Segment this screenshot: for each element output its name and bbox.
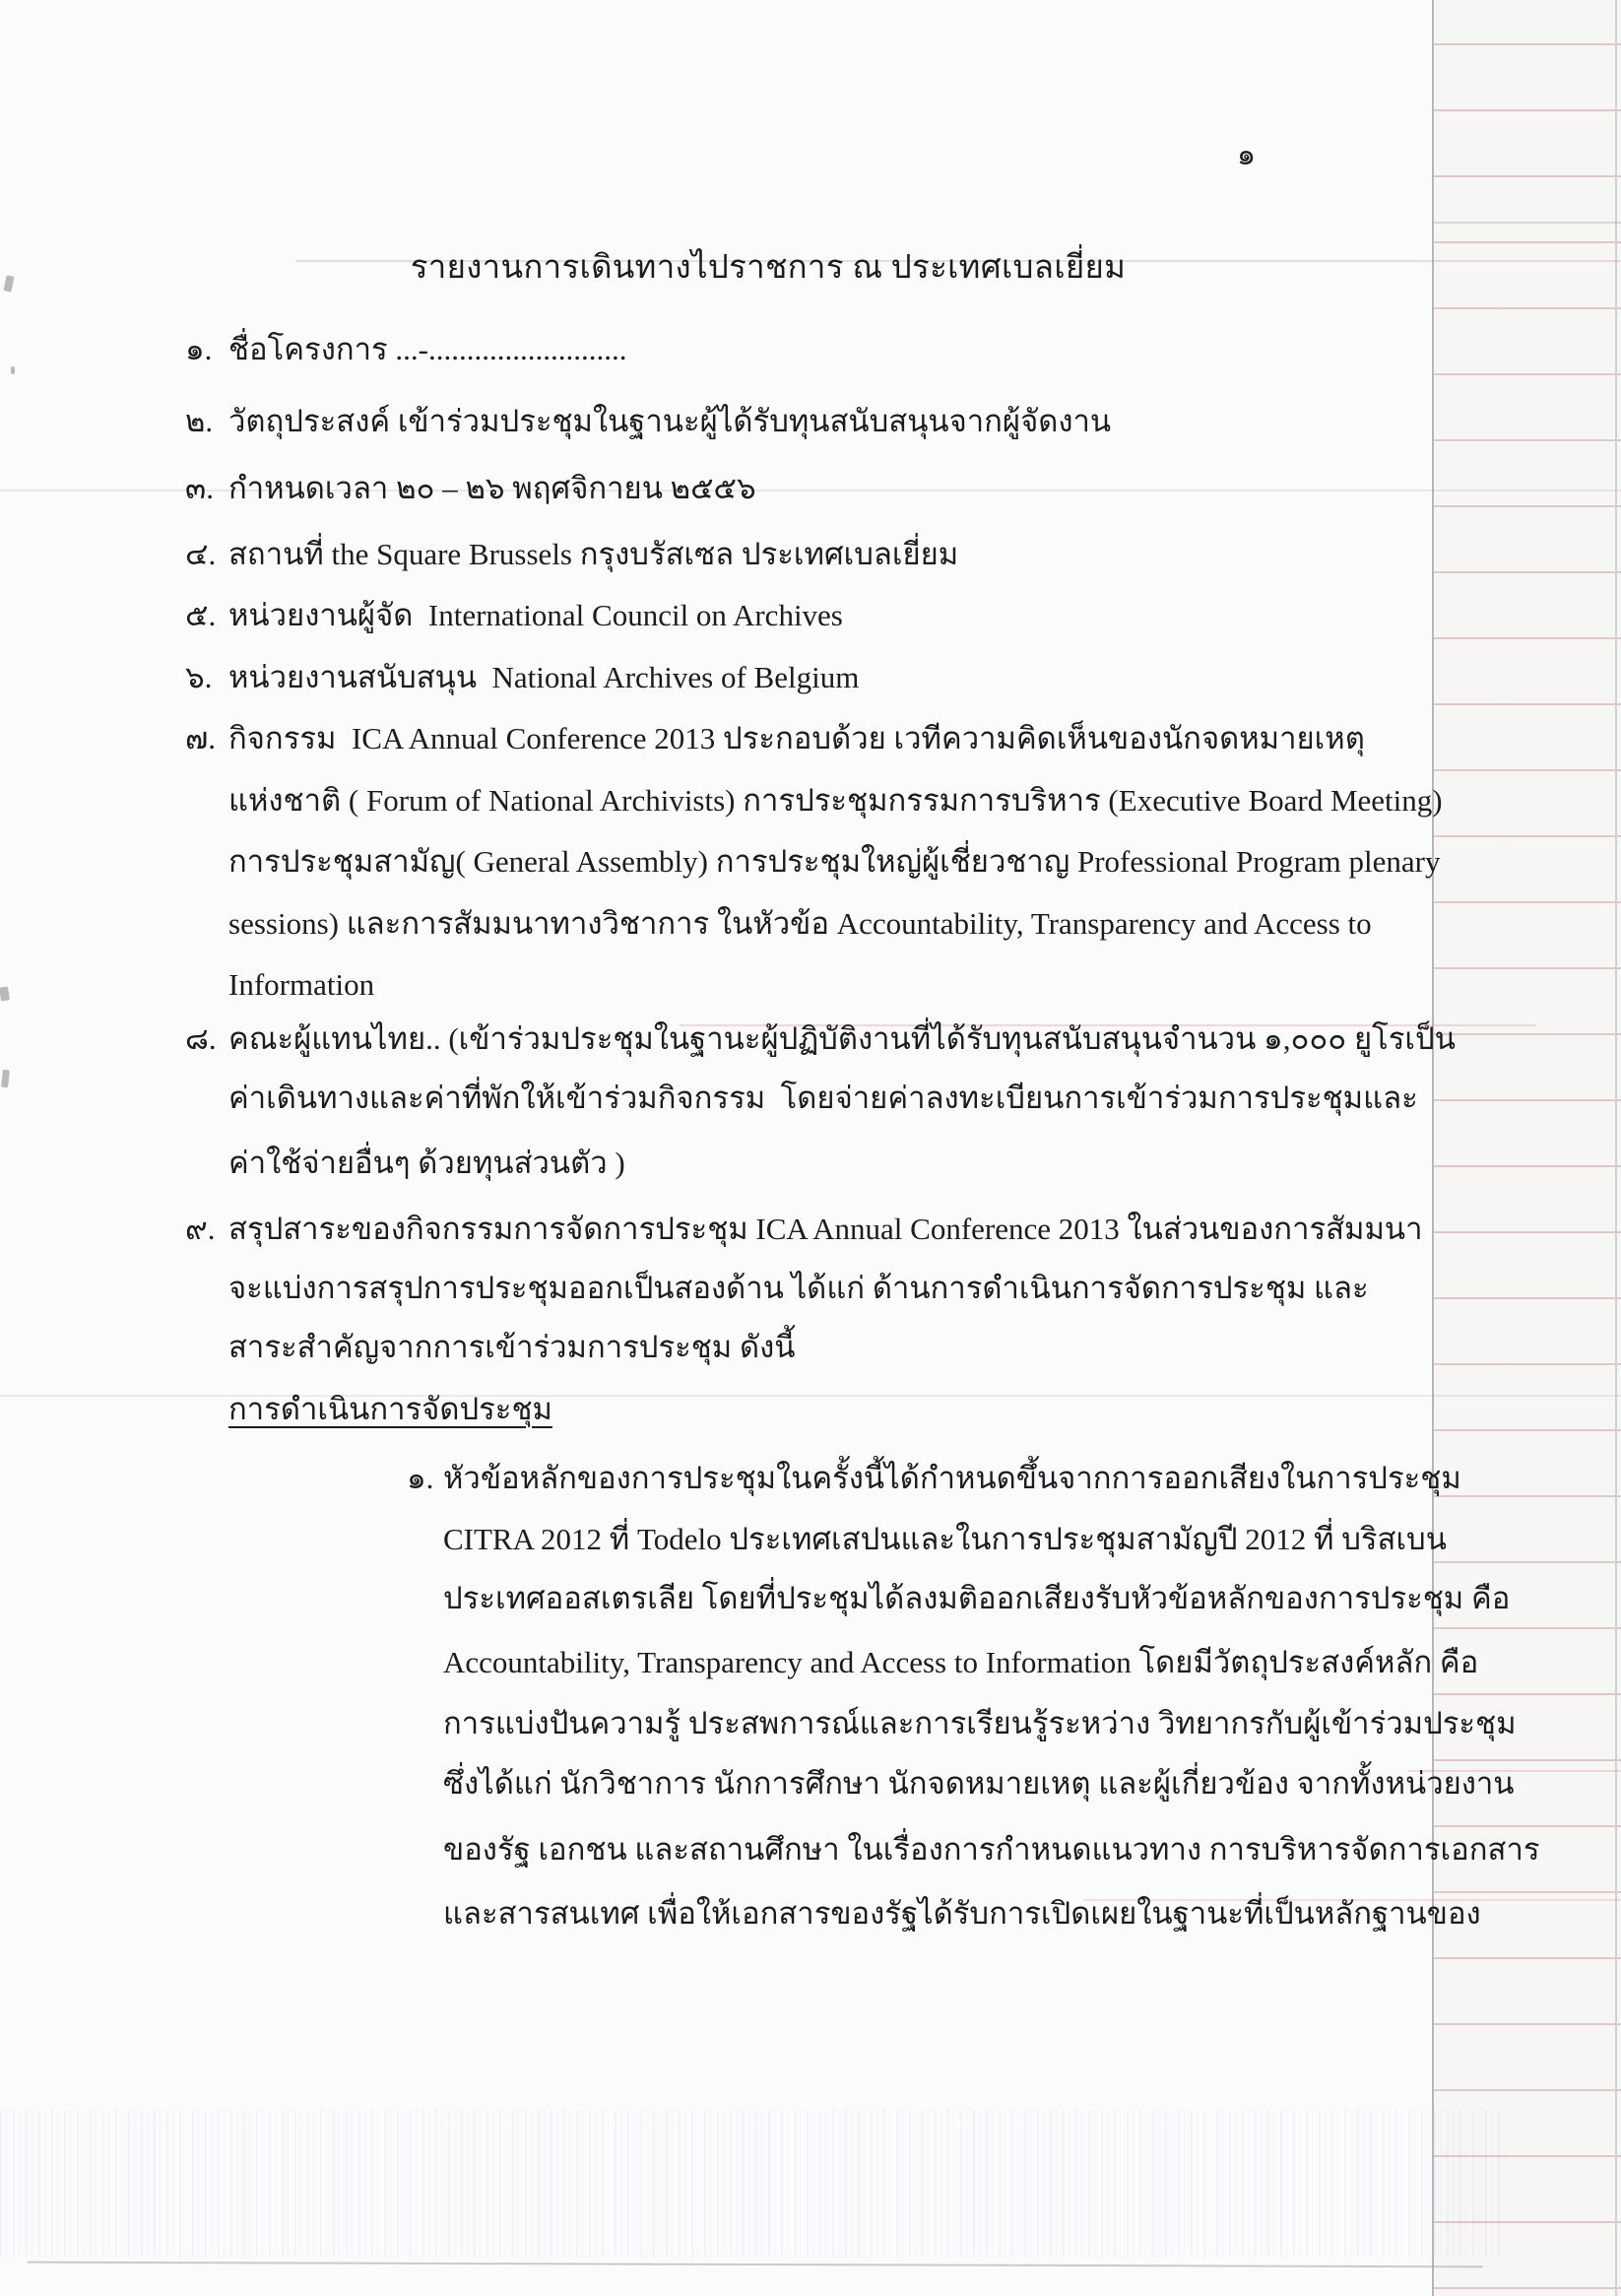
sub-list-item-1-cont (443, 1761, 1515, 1806)
list-item-9-cont (228, 1266, 1369, 1311)
line-text: จะแบ่งการสรุปการประชุมออกเป็นสองด้าน ได้แก่ ด้านการดำเนินการจัดการประชุม และ (228, 1271, 1369, 1305)
line-text: ค่าใช้จ่ายอื่นๆ ด้วยทุนส่วนตัว ) (228, 1146, 625, 1180)
list-number: ๔. (185, 537, 217, 571)
ruled-line-artifact (1434, 222, 1621, 224)
list-item-8 (185, 1017, 1456, 1062)
scanner-noise-band (0, 2110, 1509, 2258)
list-item-7-cont (228, 778, 1443, 823)
line-text: หัวข้อหลักของการประชุมในครั้งนี้ได้กำหนดขึ้นจากการออกเสียงในการประชุม (443, 1461, 1461, 1495)
line-text: การประชุมสามัญ( General Assembly) การประชุมใหญ่ผู้เชี่ยวชาญ Professional Program plenary (228, 844, 1441, 879)
line-text: กิจกรรม ICA Annual Conference 2013 ประกอบด้วย เวทีความคิดเห็นของนักจดหมายเหตุ (228, 721, 1365, 755)
line-text: วัตถุประสงค์ เข้าร่วมประชุมในฐานะผู้ได้รับทุนสนับสนุนจากผู้จัดงาน (228, 404, 1112, 438)
scan-right-margin-strip (1434, 0, 1621, 2296)
list-number: ๑. (407, 1461, 434, 1495)
list-item-7-cont (228, 901, 1372, 947)
line-text: ซึ่งได้แก่ นักวิชาการ นักการศึกษา นักจดหมายเหตุ และผู้เกี่ยวข้อง จากทั้งหน่วยงาน (443, 1766, 1515, 1801)
line-text: Information (228, 967, 375, 1002)
list-number: ๑. (185, 332, 213, 366)
line-text: สถานที่ the Square Brussels กรุงบรัสเซล ประเทศเบลเยี่ยม (228, 537, 959, 571)
line-text: คณะผู้แทนไทย.. (เข้าร่วมประชุมในฐานะผู้ปฏิบัติงานที่ได้รับทุนสนับสนุนจำนวน ๑,๐๐๐ ยูโรเป็น (228, 1021, 1456, 1056)
scan-artifact (3, 275, 14, 292)
list-item-1 (185, 327, 626, 372)
list-item-7-cont (228, 839, 1440, 885)
line-text: สรุปสาระของกิจกรรมการจัดการประชุม ICA Annual Conference 2013 ในส่วนของการสัมมนา (228, 1212, 1423, 1246)
list-item-8-cont (228, 1141, 625, 1186)
line-text: การดำเนินการจัดประชุม (228, 1392, 552, 1426)
line-text: sessions) และการสัมมนาทางวิชาการ ในหัวข้อ Accountability, Transparency and Access to (228, 906, 1372, 941)
section-heading (228, 1387, 552, 1432)
page-bottom-edge-shadow (28, 2262, 1483, 2268)
sub-list-item-1-cont (443, 1517, 1447, 1562)
line-text: Accountability, Transparency and Access to Information โดยมีวัตถุประสงค์หลัก คือ (443, 1645, 1479, 1679)
scan-artifact (0, 986, 10, 1001)
line-text: ประเทศออสเตรเลีย โดยที่ประชุมได้ลงมติออกเสียงรับหัวข้อหลักของการประชุม คือ (443, 1581, 1511, 1615)
list-number: ๒. (185, 404, 214, 438)
list-item-8-cont (228, 1076, 1418, 1121)
sub-list-item-1-cont (443, 1701, 1517, 1746)
line-text: ค่าเดินทางและค่าที่พักให้เข้าร่วมกิจกรรม โดยจ่ายค่าลงทะเบียนการเข้าร่วมการประชุมและ (228, 1081, 1418, 1115)
list-number: ๖. (185, 660, 213, 694)
line-text: กำหนดเวลา ๒๐ – ๒๖ พฤศจิกายน ๒๕๕๖ (228, 471, 756, 505)
list-number: ๓. (185, 471, 214, 505)
list-item-7 (185, 716, 1365, 761)
scan-artifact (11, 366, 15, 374)
line-text: หน่วยงานสนับสนุน National Archives of Belgium (228, 660, 860, 694)
line-text: ของรัฐ เอกชน และสถานศึกษา ในเรื่องการกำหนดแนวทาง การบริหารจัดการเอกสาร (443, 1832, 1540, 1867)
document-title: รายงานการเดินทางไปราชการ ณ ประเทศเบลเยี่ยม (410, 250, 1127, 286)
line-text: หน่วยงานผู้จัด International Council on Archives (228, 598, 843, 632)
list-item-2 (185, 399, 1111, 444)
list-item-5 (185, 593, 843, 638)
line-text: CITRA 2012 ที่ Todelo ประเทศเสปนและในการประชุมสามัญปี 2012 ที่ บริสเบน (443, 1522, 1447, 1556)
line-text: และสารสนเทศ เพื่อให้เอกสารของรัฐได้รับการเปิดเผยในฐานะที่เป็นหลักฐานของ (443, 1896, 1481, 1931)
list-number: ๙. (185, 1212, 216, 1246)
list-item-6 (185, 655, 859, 700)
sub-list-item-1-cont (443, 1640, 1478, 1685)
scan-artifact (1, 1070, 10, 1088)
scan-outer-edge-line (1615, 0, 1617, 2296)
list-number: ๘. (185, 1021, 217, 1056)
sub-list-item-1-cont (443, 1576, 1510, 1621)
page-number: ๑ (1237, 139, 1257, 171)
sub-list-item-1-cont (443, 1827, 1540, 1872)
sub-list-item-1 (407, 1456, 1461, 1501)
list-item-4 (185, 532, 958, 577)
list-item-9 (185, 1207, 1423, 1252)
list-item-7-cont (228, 962, 374, 1008)
page-edge-line (1432, 0, 1434, 2296)
line-text: การแบ่งปันความรู้ ประสพการณ์และการเรียนรู้ระหว่าง วิทยากรกับผู้เข้าร่วมประชุม (443, 1706, 1517, 1740)
line-text: ชื่อโครงการ ...-.......................... (228, 332, 627, 366)
list-number: ๕. (185, 598, 217, 632)
list-item-3 (185, 466, 756, 511)
line-text: สาระสำคัญจากการเข้าร่วมการประชุม ดังนี้ (228, 1330, 796, 1364)
list-number: ๗. (185, 721, 217, 755)
line-text: แห่งชาติ ( Forum of National Archivists) การประชุมกรรมการบริหาร (Executive Board Meeting) (228, 783, 1443, 818)
sub-list-item-1-cont (443, 1891, 1481, 1936)
list-item-9-cont (228, 1325, 795, 1370)
